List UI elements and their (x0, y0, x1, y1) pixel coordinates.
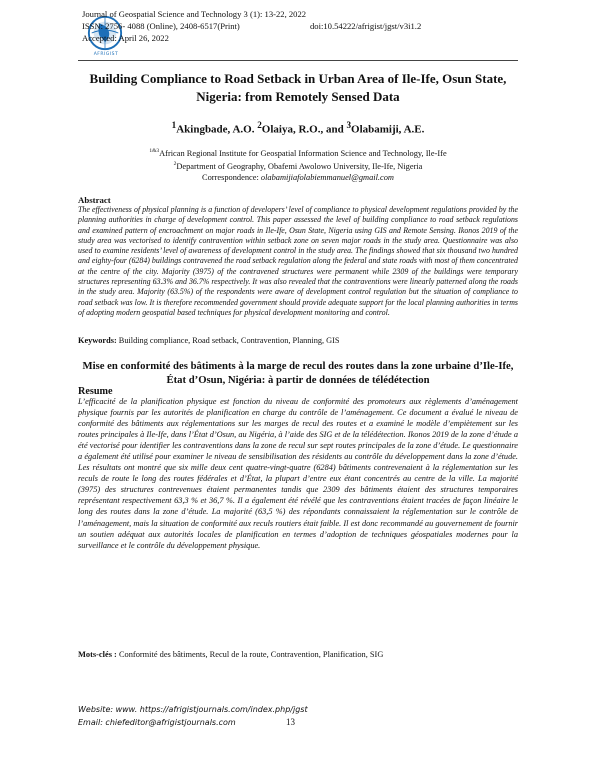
mots-cles-label: Mots-clés : (78, 650, 119, 659)
keywords-text: Building compliance, Road setback, Contravention, Planning, GIS (118, 336, 340, 345)
header-divider (78, 60, 518, 61)
footer-email[interactable]: Email: chiefeditor@afrigistjournals.com (78, 718, 236, 727)
abstract-heading: Abstract (78, 195, 111, 205)
author-name: Olaiya, R.O., and (261, 123, 347, 136)
affiliation-line-1: $^{1\&3}$African Regional Institute for Geospatial Information Science and Technology, Ile-Ife (149, 148, 447, 158)
correspondence: Correspondence: olabamijiafolabiemmanuel@gmail.com (202, 172, 394, 182)
author-sup: 1 (171, 120, 177, 130)
mots-cles-text: Conformité des bâtiments, Recul de la route, Contravention, Planification, SIG (118, 650, 384, 659)
journal-header (82, 8, 502, 44)
resume-body: L’efficacité de la planification physique est fonction du niveau de conformité des promoteurs aux règlements d’aménagement physique fournis par les autorités de planification en charge du contrôle de l’aménagement. Ce document a évalué le niveau de conformité des bâtiments aux réglementations sur les marges de recul des routes et a examiné le modèle d’empiètement sur les routes principales à Ile-Ife, dans l’État d’Osun, au Nigéria, à l’aide des SIG et de la télédétection. Ikonos 2019 de la zone d’étude a été vectorisé pour identifier les contraventions dans la zone de recul sur sept routes principales de la zone d’étude. Le questionnaire a également été utilisé pour examiner le niveau de sensibilisation des résidents au contrôle du développement dans la zone d’étude. Les résultats ont montré que six mille deux cent quatre-vingt-quatre (6284) bâtiments contrevenaient à la réglementation sur les reculs de route le long des routes fédérales et d’État, la plupart d’entre eux étant concentrés au centre de la ville. La majorité (3975) des structures contrevenues étaient permanentes tandis que 2309 des bâtiments étaient des structures temporaires représentant respectivement 63,3 % et 36,7 %. Il a également été révélé que les contraventions étaient tracées de façon linéaire le long des routes dans la zone d’étude. La majorité (63,5 %) des répondants connaissaient la réglementation sur le contrôle de l’aménagement, mais la situation de conformité aux reculs routiers était faible. Il est donc recommandé au gouvernement de fournir un soutien adéquat aux autorités locales de planification en termes d’adoption de techniques géospatiales modernes pour la surveillance et le contrôle du développement physique. (78, 397, 518, 550)
article-doi[interactable]: doi:10.54222/afrigist/jgst/v3i1.2 (310, 21, 422, 31)
article-title: Building Compliance to Road Setback in Urban Area of Ile-Ife, Osun State, Nigeria: from Remotely Sensed Data (89, 71, 507, 104)
page-footer (78, 703, 518, 729)
resume-heading: Resume (78, 386, 113, 397)
keywords-label: Keywords: (78, 336, 119, 345)
affiliations (78, 146, 518, 183)
page-number: 13 (286, 717, 295, 727)
author-sup: 2 (257, 120, 262, 130)
abstract-body: The effectiveness of physical planning is a function of developers’ level of compliance to physical development regulations provided by the planning authorities in charge of development control. This paper assessed the level of building compliance to road setback regulations and examined pattern of encroachment on major roads in Ile-Ife, Osun State, Nigeria using GIS and Remote Sensing. Ikonos 2019 of the study area was vectorised to identify contravention within setback zone on seven major roads in the study area. Questionnaire was also used to examine residents’ level of awareness of development control in the study area. The findings showed that six thousand two hundred and eighty-four (6284) buildings contravened the road setback regulation along the federal and state roads with most of them concentrated at the centre of the city. Majority (3975) of the contravened structures were permanent while 2309 of the buildings were temporary structures representing 63.3% and 36.7% respectively. It was also revealed that the contraventions were linearly patterned along the roads in the study area. Majority (63.5%) of the respondents were aware of development control regulation but the situation of compliance to road setback was low. It is therefore recommended government should provide adequate support for the local planning authorities in terms of adopting modern geospatial based techniques for physical development monitoring and control. (78, 205, 518, 317)
keywords (78, 336, 518, 345)
french-title: Mise en conformité des bâtiments à la marge de recul des routes dans la zone urbaine d’Ile-Ife, État d’Osun, Nigéria: à partir de données de télédétection (82, 360, 514, 386)
journal-citation: Journal of Geospatial Science and Technology 3 (1): 13-22, 2022 (82, 9, 307, 19)
mots-cles (78, 650, 518, 659)
journal-issn: ISSN: 2756- 4088 (Online), 2408-6517(Print) (82, 21, 240, 31)
logo-caption: AFRIGIST (93, 52, 119, 57)
affiliation-line-2: $^2$Department of Geography, Obafemi Awolowo University, Ile-Ife, Nigeria (173, 160, 423, 171)
author-list (78, 120, 518, 136)
footer-website[interactable]: Website: www. https://afrigistjournals.com/index.php/jgst (78, 705, 308, 714)
accepted-date: Accepted: April 26, 2022 (82, 33, 169, 43)
author-sup: 3 (346, 120, 352, 130)
author-name: Akingbade, A.O. (176, 123, 255, 136)
correspondence-email[interactable]: olabamijiafolabiemmanuel@gmail.com (260, 172, 394, 182)
author-name: Olabamiji, A.E. (351, 123, 425, 136)
